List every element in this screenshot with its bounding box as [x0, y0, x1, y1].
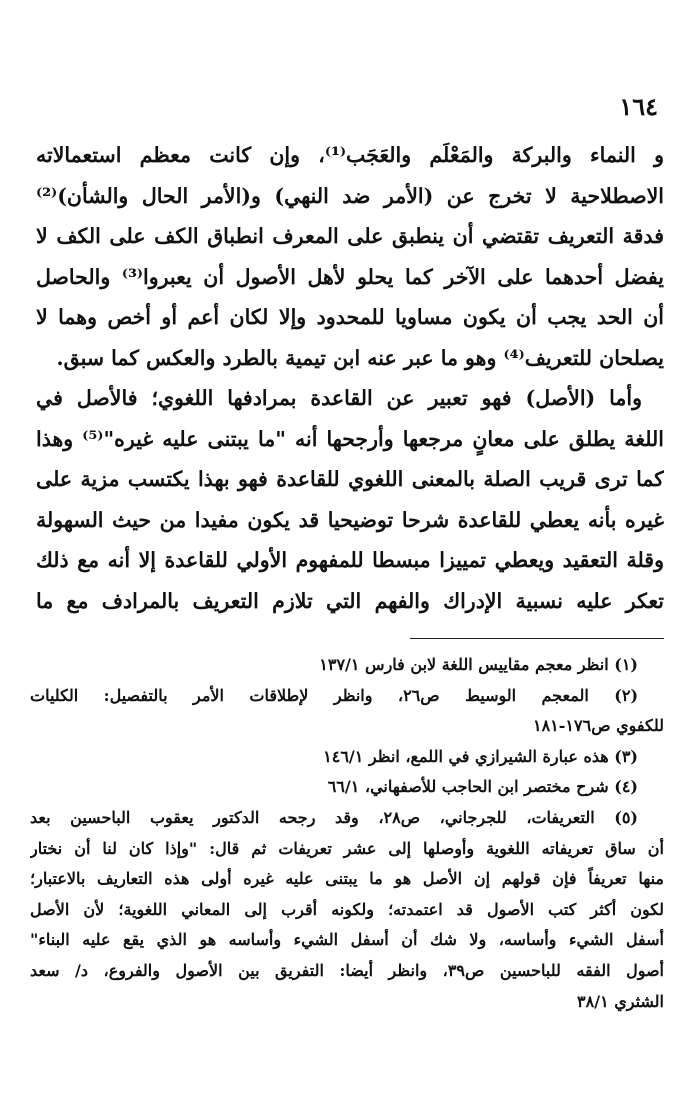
text-line: اللغة يطلق على معانٍ مرجعها وأرجحها أنه "ما يبتنى عليه غيره"⁽⁵⁾ وهذا: [36, 426, 664, 451]
footnote-line: (١) انظر معجم مقاييس اللغة لابن فارس ١٣٧/١: [319, 655, 638, 674]
footnote-divider: [410, 638, 664, 639]
footnotes: [30, 650, 664, 1017]
footnote-line: (٥) التعريفات، للجرجاني، ص٢٨، وقد رجحه الدكتور يعقوب الباحسين بعد: [30, 807, 638, 827]
text-line: يصلحان للتعريف⁽⁴⁾ وهو ما عبر عنه ابن تيمية بالطرد والعكس كما سبق.: [56, 345, 664, 370]
text-line: أن الحد يجب أن يكون مساويا للمحدود وإلا لكان أعم أو أخص وهما لا: [36, 305, 664, 329]
footnote-line: أصول الفقه للباحسين ص٣٩، وانظر أيضا: التفريق بين الأصول والفروع، د/ سعد: [30, 960, 664, 980]
text-line: الاصطلاحية لا تخرج عن (الأمر ضد النهي) و(الأمر الحال والشأن)⁽²⁾: [36, 183, 664, 208]
text-line: و النماء والبركة والمَعْلَم والعَجَب⁽¹⁾، وإن كانت معظم استعمالاته: [36, 143, 664, 167]
text-line: كما ترى قريب الصلة بالمعنى اللغوي للقاعدة فهو بهذا يكتسب مزية على: [36, 467, 664, 491]
footnote-line: للكفوي ص١٧٦-١٨١: [532, 716, 664, 736]
text-line: غيره بأنه يعطي للقاعدة شرحا توضيحيا قد يكون مفيدا من حيث السهولة: [36, 507, 664, 532]
text-line: فدقة التعريف تقتضي أن ينطبق على المعرف انطباق الكف على الكف لا: [36, 224, 664, 248]
text-line: وأما (الأصل) فهو تعبير عن القاعدة بمرادفها اللغوي؛ فالأصل في: [36, 386, 642, 410]
footnote-line: (٤) شرح مختصر ابن الحاجب للأصفهاني، ٦٦/١: [327, 777, 638, 797]
page-number: ١٦٤: [619, 92, 658, 121]
footnote-line: (٢) المعجم الوسيط ص٢٦، وانظر لإطلاقات الأمر بالتفصيل: الكليات: [30, 685, 639, 705]
main-text: [36, 135, 664, 621]
footnote-line: (٣) هذه عبارة الشيرازي في اللمع، انظر ١٤٦/١: [323, 746, 638, 766]
footnote-line: الشثري ٣٨/١: [577, 991, 664, 1011]
footnote-line: لكون أكثر كتب الأصول قد اعتمدته؛ ولكونه أقرب إلى المعاني اللغوية؛ لأن الأصل: [30, 899, 664, 919]
text-line: تعكر عليه نسبية الإدراك والفهم التي تلازم التعريف بالمرادف مع ما: [36, 588, 664, 613]
footnote-line: منها تعريفاً فإن قولهم إن الأصل هو ما يبتنى عليه غيره أولى هذه التعاريف بالاعتبار؛: [30, 869, 664, 889]
footnote-line: أن ساق تعريفاته اللغوية وأوصلها إلى عشر تعريفات ثم قال: "وإذا كان لنا أن نختار: [30, 838, 664, 858]
footnote-line: أسفل الشيء وأساسه، ولا شك أن أسفل الشيء وأساسه هو الذي يقع عليه البناء": [30, 930, 664, 950]
text-line: يفضل أحدهما على الآخر كما يحلو لأهل الأصول أن يعبروا⁽³⁾ والحاصل: [36, 264, 664, 289]
text-line: وقلة التعقيد ويعطي تمييزا مبسطا للمفهوم الأولي للقاعدة إلا أنه مع ذلك: [36, 548, 664, 572]
